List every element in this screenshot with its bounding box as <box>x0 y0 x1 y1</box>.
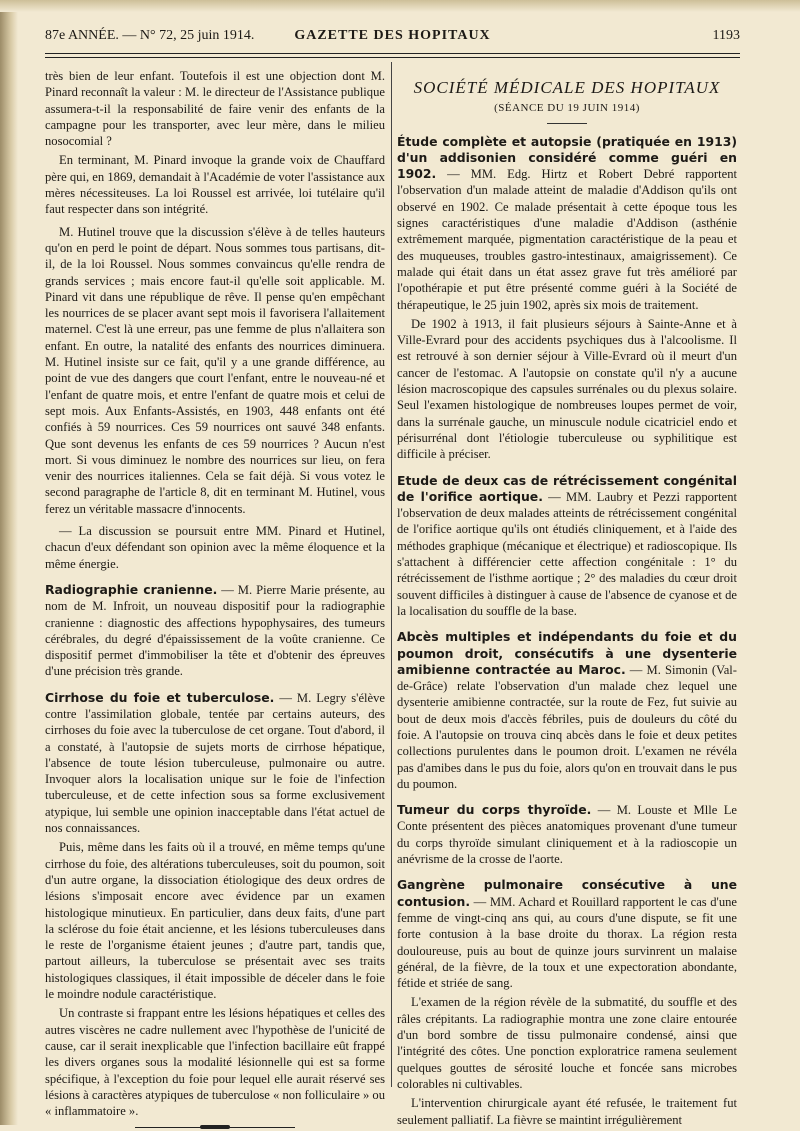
header-rule <box>45 53 740 54</box>
issue-line: 87e ANNÉE. — N° 72, 25 juin 1914. <box>45 28 255 43</box>
paragraph: De 1902 à 1913, il fait plusieurs séjours à Sainte-Anne et à Ville-Evrard pour des accidents psychiques dus à l'alcoolisme. Il est retrouvé à son dernier séjour à Ville-Evrard où il meurt d'un cancer de l'estomac. A l'autopsie on constate qu'il n'y a aucune lésion macroscopique des capsules surrénales ou du plexus solaire. Seul l'examen histologique de nombreuses loupes permet de voir, dans la surrénale gauche, un minuscule nodule cicatriciel endo et périsurrénal dont l'étiologie tuberculeuse ou syphilitique est difficile à préciser. <box>397 316 737 462</box>
section-title: SOCIÉTÉ MÉDICALE DES HOPITAUX <box>413 78 721 97</box>
section-subtitle: (SÉANCE DU 19 JUIN 1914) <box>494 102 640 115</box>
page-number: 1193 <box>712 28 740 43</box>
right-column <box>397 68 737 1131</box>
left-column <box>45 68 385 1128</box>
article-text: — MM. Achard et Rouillard rapportent le cas d'une femme de vingt-cinq ans qui, au cours d'une dispute, se fit une forte contusion à la base droite du thorax. La région resta douloureuse, puis au bout de quinze jours survinrent un malaise général, de la fièvre, de la toux et une expectoration abondante, fétide et striée de sang. <box>397 894 737 991</box>
header-rule-thin <box>45 57 740 58</box>
article-heading: Cirrhose du foie et tuberculose. <box>45 689 275 705</box>
article-heading: Tumeur du corps thyroïde. <box>397 802 592 818</box>
article-addison <box>397 134 737 313</box>
paragraph: L'examen de la région révèle de la submatité, du souffle et des râles crépitants. La radiographie montra une zone claire entourée d'un bord sombre de tissu pulmonaire condensé, ainsi que l'intégrité des côtes. Une ponction exploratrice ramena seulement quelques gouttes de sérosité louche et foncée sans microbes colorables ni cultivables. <box>397 995 737 1091</box>
article-heading: Gangrène pulmonaire consécutive à une contusion. <box>397 877 737 909</box>
article-cirrhose <box>45 690 385 837</box>
article-text: — MM. Laubry et Pezzi rapportent l'observation de deux malades atteints de rétrécissement congénital de l'orifice aortique qu'ils ont étudiés cliniquement, et à l'aide des méthodes graphique (mécanique et électrique) et radioscopique. Ils s'attachent à différencier cette affection congénitale : 1° du rétrécissement de l'isthme aortique ; 2° des maladies du cœur droit souvent difficiles à distinguer à cause de l'absence de cyanose et de la localisation du souffle de la base. <box>397 489 738 618</box>
article-heading: Abcès multiples et indépendants du foie et du poumon droit, consécutifs à une dysenterie amibienne contractée au Maroc. <box>397 629 737 677</box>
article-heading: Étude complète et autopsie (pratiquée en 1913) d'un addisonien considéré comme guéri en 1902. <box>397 133 737 182</box>
article-heading: Radiographie cranienne. <box>45 581 218 597</box>
section-rule <box>547 123 587 124</box>
article-retrecissement <box>397 473 737 620</box>
paragraph: L'intervention chirurgicale ayant été refusée, le traitement fut seulement palliatif. La fièvre se maintint irrégulièrement <box>397 1096 737 1127</box>
article-heading: Etude de deux cas de rétrécissement congénital de l'orifice aortique. <box>397 472 737 504</box>
paragraph: M. Hutinel trouve que la discussion s'élève à de telles hauteurs qu'on en perd le point de départ. Nous sommes tous partisans, dit-il, de la loi Roussel. Nous sommes convaincus qu'elle rendra de grands services ; mais encore faut-il qu'elle soit applicable. M. Pinard vit dans une république de rêve. Il pense qu'en empêchant les nourrices de se placer avant sept mois il favorisera l'allaitement maternel. C'est là une erreur, pas une femme de plus n'allaitera son enfant. En outre, la natalité des enfants des nourrices diminuera. M. Hutinel insiste sur ce fait, qu'il y a une grande différence, au point de vue des dangers que court l'enfant, entre le nouveau-né et l'enfant de quatre mois, et entre l'enfant de quatre mois et celui de sept mois. Aux Enfants-Assistés, en 1903, 448 enfants ont été confiés à 59 nourrices. Ces 59 nourrices ont sauvé 348 enfants. Que sont devenus les enfants de ces 59 nourrices ? Aucun n'est mort. Si vous diminuez le nombre des nourrices sur lieu, on fera venir des nourrices italiennes. Cela se fait déjà. Si vous votez le second paragraphe de l'article 8, dit en terminant M. Hutinel, vous ferez un véritable massacre d'innocents. <box>45 224 385 516</box>
article-gangrene <box>397 877 737 991</box>
paragraph: — La discussion se poursuit entre MM. Pinard et Hutinel, chacun d'eux défendant son opinion avec la même éloquence et la même énergie. <box>45 524 385 571</box>
journal-title: GAZETTE DES HOPITAUX <box>294 28 491 43</box>
page-top-shadow <box>0 0 800 12</box>
page-edge-shadow <box>0 0 18 1125</box>
paragraph: Un contraste si frappant entre les lésions hépatiques et celles des autres viscères ne cadre nullement avec l'hypothèse de l'unicité de cause, car il serait inexplicable que l'infection bacillaire eût frappé les divers organes sous la modalité lésionnelle qui est sa forme spécifique, à l'exception du foie pour lequel elle aurait réservé ses lésions à caractères atypiques de tuberculose « non folliculaire » ou « inflammatoire ». <box>45 1006 385 1119</box>
article-radiographie <box>45 582 385 680</box>
article-text: — MM. Edg. Hirtz et Robert Debré rapportent l'observation d'un malade atteint de maladie d'Addison qu'ils ont observé en 1902. Ce malade présentait à cette époque tous les signes caractéristiques d'une maladie d'Addison (asthénie extrêmement marquée, pigmentation caractéristique de la peau et des muqueuses, troubles gastro-intestinaux, amaigrissement). Ce malade qui était dans un état assez grave fut très amélioré par l'opothérapie et put être présenté comme guéri à la Société de thérapeutique, le 25 juin 1902, après six mois de traitement. <box>397 167 737 312</box>
column-divider <box>391 62 392 1087</box>
article-text: — M. Simonin (Val-de-Grâce) relate l'observation d'un malade chez lequel une dysenterie amibienne contractée, sur la route de Fez, fut suivie au bout de deux mois d'accès fébriles, puis de douleurs du côté du foie. A l'autopsie on trouva cinq abcès dans le foie et deux petites collections purulentes dans le poumon droit. L'examen ne révéla pas d'amibes dans le pus du foie, alors qu'on en trouvait dans le pus du poumon. <box>397 662 737 791</box>
article-tumeur <box>397 802 737 867</box>
article-text: — M. Pierre Marie présente, au nom de M. Infroit, un nouveau dispositif pour la radiographie cranienne : diagnostic des affections hypophysaires, des tumeurs cérébrales, du degré d'épaississement de la voûte cranienne. Ce dispositif permet d'immobiliser la tête et d'obtenir des épreuves d'une précision très grande. <box>45 582 385 679</box>
page-header <box>45 28 740 50</box>
article-text: — M. Legry s'élève contre l'assimilation globale, tentée par certains auteurs, des cirrhoses du foie avec la tuberculose de cet organe. Tout d'abord, il a constaté, à l'autopsie de sujets morts de cirrhose hépatique, l'absence de toute lésion tuberculeuse, pulmonaire ou autre. Invoquer alors la localisation unique sur le foie de l'infection tuberculeuse, et de cette infection sous sa forme exclusivement atypique, lui semble une opinion inacceptable dans l'état actuel de nos connaissances. <box>45 690 386 836</box>
article-abces <box>397 629 737 792</box>
paragraph: très bien de leur enfant. Toutefois il est une objection dont M. Pinard reconnaît la valeur : M. le directeur de l'Assistance publique assumera-t-il la responsabilité de faire venir des enfants de la campagne pour les transporter, avec leur mère, dans le milieu nosocomial ? <box>45 69 385 149</box>
paragraph: En terminant, M. Pinard invoque la grande voix de Chauffard père qui, en 1869, demandait à l'Académie de voter l'assistance aux mères nécessiteuses. La loi Roussel est arrivée, loi tutélaire qu'il faut respecter dans son intégrité. <box>45 153 385 217</box>
paragraph: Puis, même dans les faits où il a trouvé, en même temps qu'une cirrhose du foie, des altérations tuberculeuses, soit du poumon, soit d'un autre organe, la dissociation étiologique des deux ordres de lésions s'imposait encore avec évidence par un examen histologique minutieux. En particulier, dans deux faits, d'une part la sclérose du foie était ancienne, et les lésions tuberculeuses dans le reste de l'organisme étaient jeunes ; d'autre part, tandis que, partout ailleurs, la tuberculose se présentait avec ses traits histologiques classiques, il était impossible de déceler dans le foie le moindre nodule caractéristique. <box>45 840 385 1002</box>
section-end-ornament <box>135 1127 295 1128</box>
article-text: — M. Louste et Mlle Le Conte présentent des pièces anatomiques provenant d'une tumeur du corps thyroïde simulant cliniquement et à la radioscopie un anévrisme de la crosse de l'aorte. <box>397 803 737 867</box>
